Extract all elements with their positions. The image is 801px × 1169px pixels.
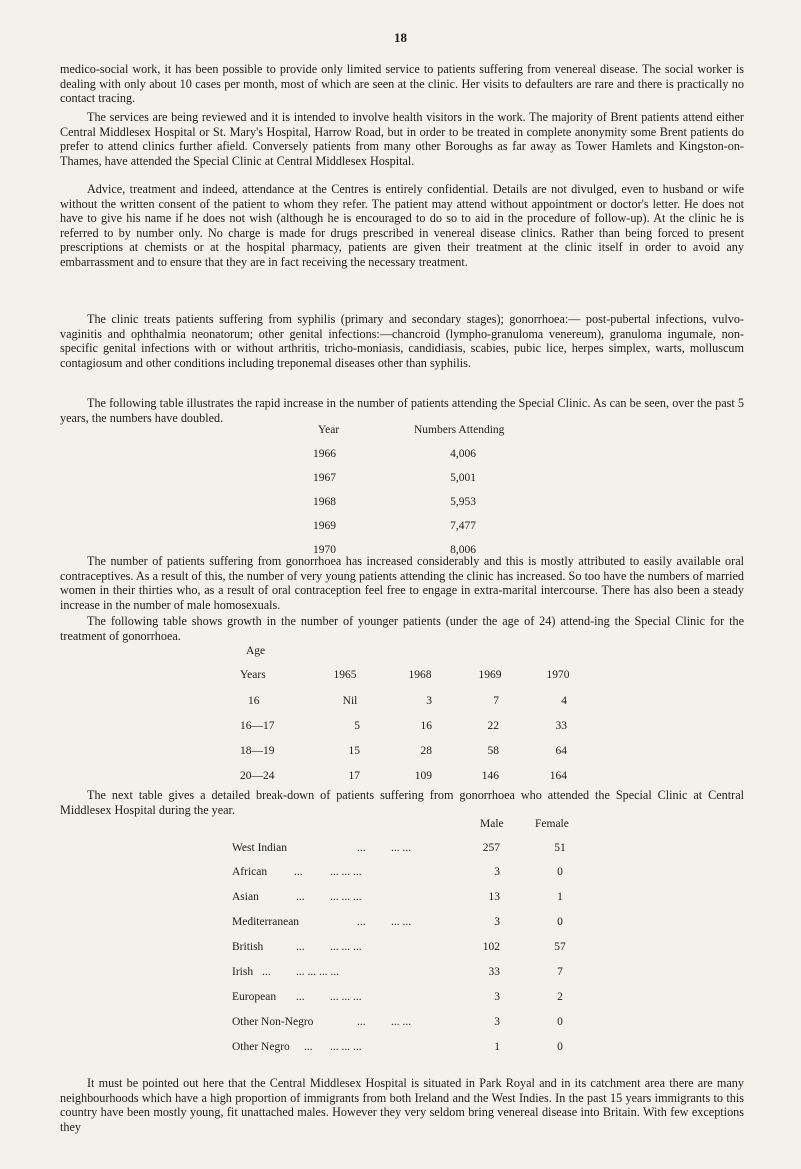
header-female: Female: [535, 818, 569, 830]
header-year: Year: [318, 424, 340, 436]
page-number: 18: [394, 30, 407, 45]
paragraph-table3-intro: The next table gives a detailed break-down of patients suffering from gonorrhoea who attended the Special Clinic at Central Middlesex Hospital during the year.: [60, 788, 744, 817]
header-numbers-attending: Numbers Attending: [414, 424, 505, 436]
paragraph-services: The services are being reviewed and it is intended to involve health visitors in the work. The majority of Brent patients attend either Central Middlesex Hospital or St. Mary's Hospital, Harrow Road, but in order to be treated in complete anonymity some Brent patients do prefer to attend clinics further afield. Conversely patients from many other Boroughs as far away as Tower Hamlets and Kingston-on-Thames, have attended the Special Clinic at Central Middlesex Hospital.: [60, 110, 744, 168]
younger-patients-table: Age Years 1965 1968 1969 1970 16 Nil 3 7 4 16—17 5 16 22 33 18—19 15 28 58 64 20—24 17 109 146 164: [240, 645, 570, 782]
header-male: Male: [480, 818, 504, 830]
paragraph-table2-intro: The following table shows growth in the number of younger patients (under the age of 24) attend-ing the Special Clinic for the treatment of gonorrhoea.: [60, 614, 744, 643]
paragraph-conditions: The clinic treats patients suffering from syphilis (primary and secondary stages); gonorrhoea:— post-pubertal infections, vulvo-vaginitis and ophthalmia neonatorum; other genital infections:—chancroid (lympho-granuloma venereum), granuloma ingumale, non-specific genital infections with or without arthritis, tricho-moniasis, candidiasis, scabies, pubic lice, herpes simplex, warts, molluscum contagiosum and other conditions including treponemal diseases other than syphilis.: [60, 312, 744, 370]
paragraph-table1-intro: The following table illustrates the rapid increase in the number of patients attending the Special Clinic. As can be seen, over the past 5 years, the numbers have doubled.: [60, 396, 744, 425]
attendance-table: Year Numbers Attending 1966 4,006 1967 5,001 1968 5,953 1969 7,477 1970 8,006: [313, 424, 505, 556]
paragraph-confidentiality: Advice, treatment and indeed, attendance at the Centres is entirely confidential. Details are not divulged, even to husband or wife without the written consent of the patient to whom they refer. The patient may attend without appointment or doctor's letter. He does not have to give his name if he does not wish (although he is encouraged to do so to aid in the procedure of follow-up). At the clinic he is referred to by number only. No charge is made for drugs prescribed in venereal disease clinics. Rather than being forced to present prescriptions at chemists or at the hospital pharmacy, patients are given their treatment at the clinic itself in order to avoid any embarrassment and to ensure that they are in fact receiving the necessary treatment.: [60, 182, 744, 269]
origin-breakdown-table: Male Female West Indian ... ... ... 257 51 African ... ... ... ... 3 0 Asian ... ... ... ... 13 1 Mediterranean ... ... ... 3 0 British ... ... ... ... 102 57 Irish ... ... ... ... ... 33 7 European ... ... ... ... 3 2 Other Non-Negro ... ... ... 3 0 Other Negro ... ... ... ... 1 0: [232, 818, 569, 1053]
paragraph-gonorrhoea: The number of patients suffering from gonorrhoea has increased considerably and this is mostly attributed to easily available oral contraceptives. As a result of this, the number of very young patients attending the clinic has increased. So too have the numbers of married women in their thirties who, as a result of oral contraception feel free to engage in extra-marital intercourse. There has also been a steady increase in the number of male homosexuals.: [60, 554, 744, 612]
paragraph-continuation: medico-social work, it has been possible to provide only limited service to patients suffering from venereal disease. The social worker is dealing with only about 10 cases per month, most of which are seen at the clinic. Her visits to defaulters are rare and there is practically no contact tracing.: [60, 62, 744, 106]
header-age: Age: [246, 645, 266, 657]
paragraph-immigrants: It must be pointed out here that the Central Middlesex Hospital is situated in Park Royal and in its catchment area there are many neighbourhoods which have a high proportion of immigrants from both Ireland and the West Indies. In the past 15 years immigrants to this country have been mostly young, fit unattached males. However they very seldom bring venereal disease into Britain. With few exceptions they: [60, 1076, 744, 1134]
